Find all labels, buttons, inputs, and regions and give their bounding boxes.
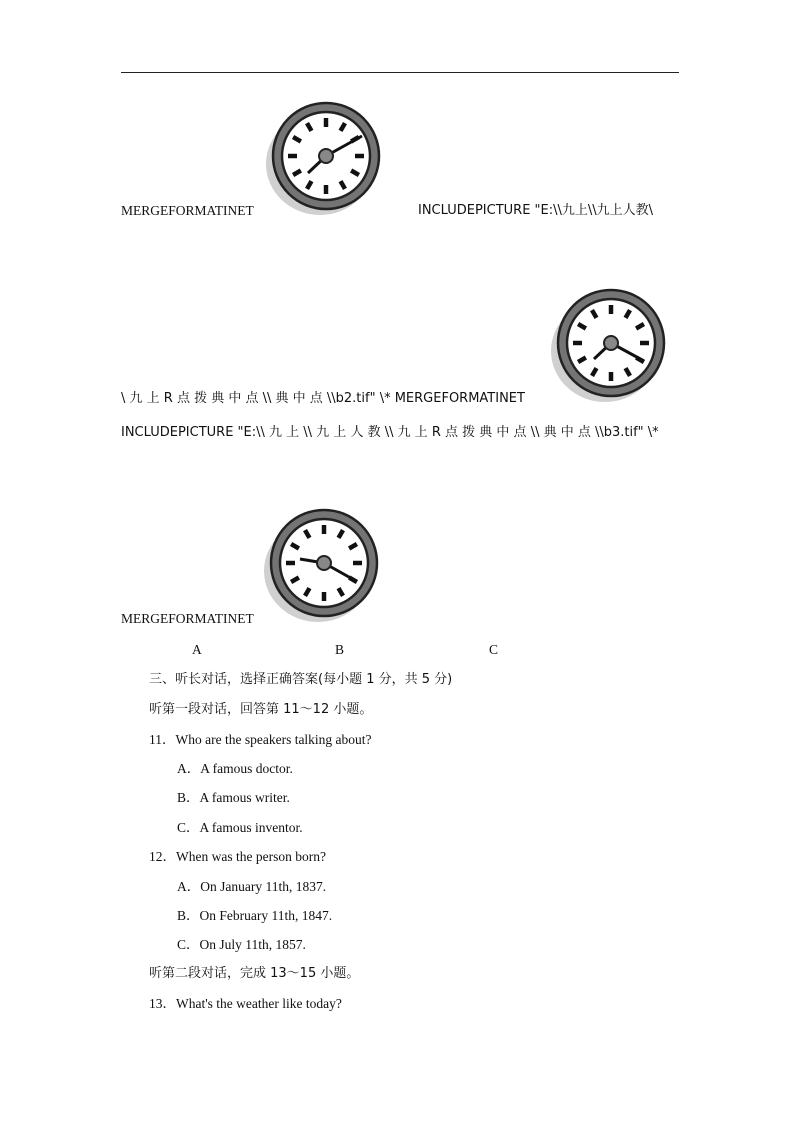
question-11-option-b: B．A famous writer. xyxy=(177,790,290,805)
question-12-stem: 12．When was the person born? xyxy=(149,849,326,864)
question-12-option-c: C．On July 11th, 1857. xyxy=(177,937,306,952)
clock-c-face xyxy=(264,510,377,622)
option-label-a: A xyxy=(192,642,202,657)
section-heading: 三、听长对话，选择正确答案(每小题 1 分，共 5 分) xyxy=(149,672,453,687)
question-12-option-b: B．On February 11th, 1847. xyxy=(177,908,333,923)
clock-a-face xyxy=(266,103,379,215)
clock-b-icon xyxy=(547,287,669,405)
dialogue-2-intro: 听第二段对话，完成 13～15 小题。 xyxy=(149,966,360,981)
option-label-b: B xyxy=(335,642,345,657)
question-11-option-c: C．A famous inventor. xyxy=(177,820,303,835)
clock-c-icon xyxy=(260,507,382,625)
header-rule xyxy=(121,72,679,73)
question-11-stem: 11．Who are the speakers talking about? xyxy=(149,732,372,747)
clock-b-face xyxy=(551,290,664,402)
field-line-4: MERGEFORMATINET xyxy=(121,611,254,626)
question-12-option-a: A．On January 11th, 1837. xyxy=(177,879,327,894)
question-13-stem: 13．What's the weather like today? xyxy=(149,996,342,1011)
field-line-3: INCLUDEPICTURE "E:\\ 九 上 \\ 九 上 人 教 \\ 九 上 R 点 拨 典 中 点 \\ 典 中 点 \\b3.tif" \* xyxy=(121,425,659,440)
dialogue-1-intro: 听第一段对话，回答第 11～12 小题。 xyxy=(149,702,373,717)
field-line-2: \ 九 上 R 点 拨 典 中 点 \\ 典 中 点 \\b2.tif" \* MERGEFORMATINET xyxy=(121,391,525,406)
clock-a-icon xyxy=(262,100,384,218)
option-label-c: C xyxy=(489,642,499,657)
field-line-1-right: INCLUDEPICTURE "E:\\九上\\九上人教\ xyxy=(418,203,654,218)
field-line-1-left: MERGEFORMATINET xyxy=(121,203,254,218)
question-11-option-a: A．A famous doctor. xyxy=(177,761,293,776)
